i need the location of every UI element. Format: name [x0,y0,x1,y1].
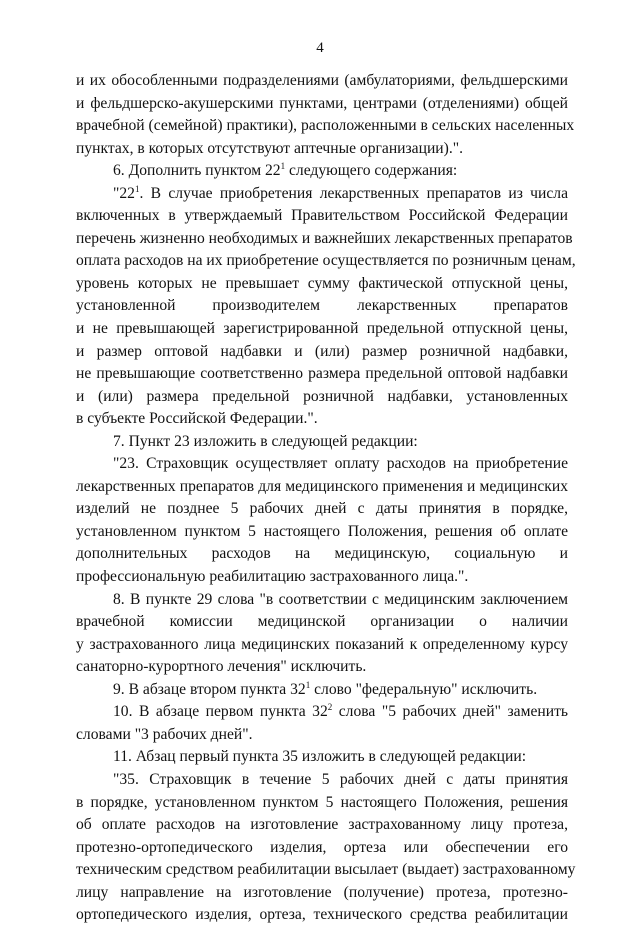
text-line: "23. Страховщик осуществляет оплату расходов на приобретение [113,455,568,473]
text-line: словами "3 рабочих дней". [76,725,253,743]
text-line: техническим средством реабилитации высылает (выдает) застрахованному [76,861,576,879]
text-line: ортопедического изделия, ортеза, технического средства реабилитации [76,906,568,924]
paragraph [76,679,568,702]
text-line: лицу направление на изготовление (получение) протеза, протезно- [76,883,568,901]
text-line: профессиональную реабилитацию застрахованного лица.". [76,568,469,586]
document-body [76,70,576,927]
text-line: в порядке, установленном пунктом 5 настоящего Положения, решения [76,793,568,811]
text-line: у застрахованного лица медицинских показаний к определенному курсу [76,635,568,653]
text-line: санаторно-курортного лечения" исключить. [76,658,367,676]
text-line: врачебной (семейной) практики), расположенными в сельских населенных [76,117,575,135]
text-line: не превышающие соответственно размера предельной оптовой надбавки [76,365,568,383]
text-line: 7. Пункт 23 изложить в следующей редакции: [113,432,418,450]
text-line: 10. В абзаце первом пункта $32^2$ слова "5 рабочих дней" заменить [113,702,568,721]
paragraph [76,183,576,431]
text-line: и их обособленными подразделениями (амбулаториями, фельдшерскими [76,72,568,89]
text-line: установленной производителем лекарственных препаратов [76,297,568,315]
paragraph [76,453,568,588]
paragraph [76,769,576,927]
text-line: изделий не позднее 5 рабочих дней с даты принятия в порядке, [76,500,568,518]
text-line: 6. Дополнить пунктом $22^1$ следующего содержания: [113,161,458,180]
text-line: и не превышающей зарегистрированной предельной отпускной цены, [76,320,568,338]
paragraph [76,746,568,769]
text-line: и (или) размера предельной розничной надбавки, установленных [76,387,568,405]
text-line: протезно-ортопедического изделия, ортеза или обеспечении его [76,838,568,856]
page-number: 4 [316,40,324,56]
text-line: лекарственных препаратов для медицинского применения и медицинских [76,477,568,495]
text-line: установленном пунктом 5 настоящего Положения, решения об оплате [76,522,568,540]
text-line: перечень жизненно необходимых и важнейших лекарственных препаратов [76,229,573,247]
text-line: пунктах, в которых отсутствуют аптечные организации).". [76,139,463,157]
text-line: и фельдшерско-акушерскими пунктами, центрами (отделениями) общей [76,94,568,112]
paragraph [76,160,568,183]
text-line: об оплате расходов на изготовление застрахованному лицу протеза, [76,816,568,834]
text-line: "35. Страховщик в течение 5 рабочих дней с даты принятия [113,770,568,788]
text-line: 8. В пункте 29 слова "в соответствии с медицинским заключением [113,590,568,608]
paragraph [76,589,568,679]
text-line: уровень которых не превышает сумму фактической отпускной цены, [76,274,568,292]
text-line: 9. В абзаце втором пункта $32^1$ слово "федеральную" исключить. [113,679,538,698]
text-line: включенных в утверждаемый Правительством Российской Федерации [76,207,568,225]
text-line: и размер оптовой надбавки и (или) размер розничной надбавки, [76,342,568,360]
text-line: дополнительных расходов на медицинскую, социальную и [76,545,568,563]
text-line: в субъекте Российской Федерации.". [76,410,318,428]
text-line: врачебной комиссии медицинской организации о наличии [76,613,568,631]
paragraph [76,431,568,454]
text-line: "$22^1$. В случае приобретения лекарственных препаратов из числа [113,183,568,202]
paragraph [76,70,575,160]
paragraph [76,701,568,746]
text-line: оплата расходов на их приобретение осуществляется по розничным ценам, [76,252,576,270]
text-line: 11. Абзац первый пункта 35 изложить в следующей редакции: [113,748,527,766]
